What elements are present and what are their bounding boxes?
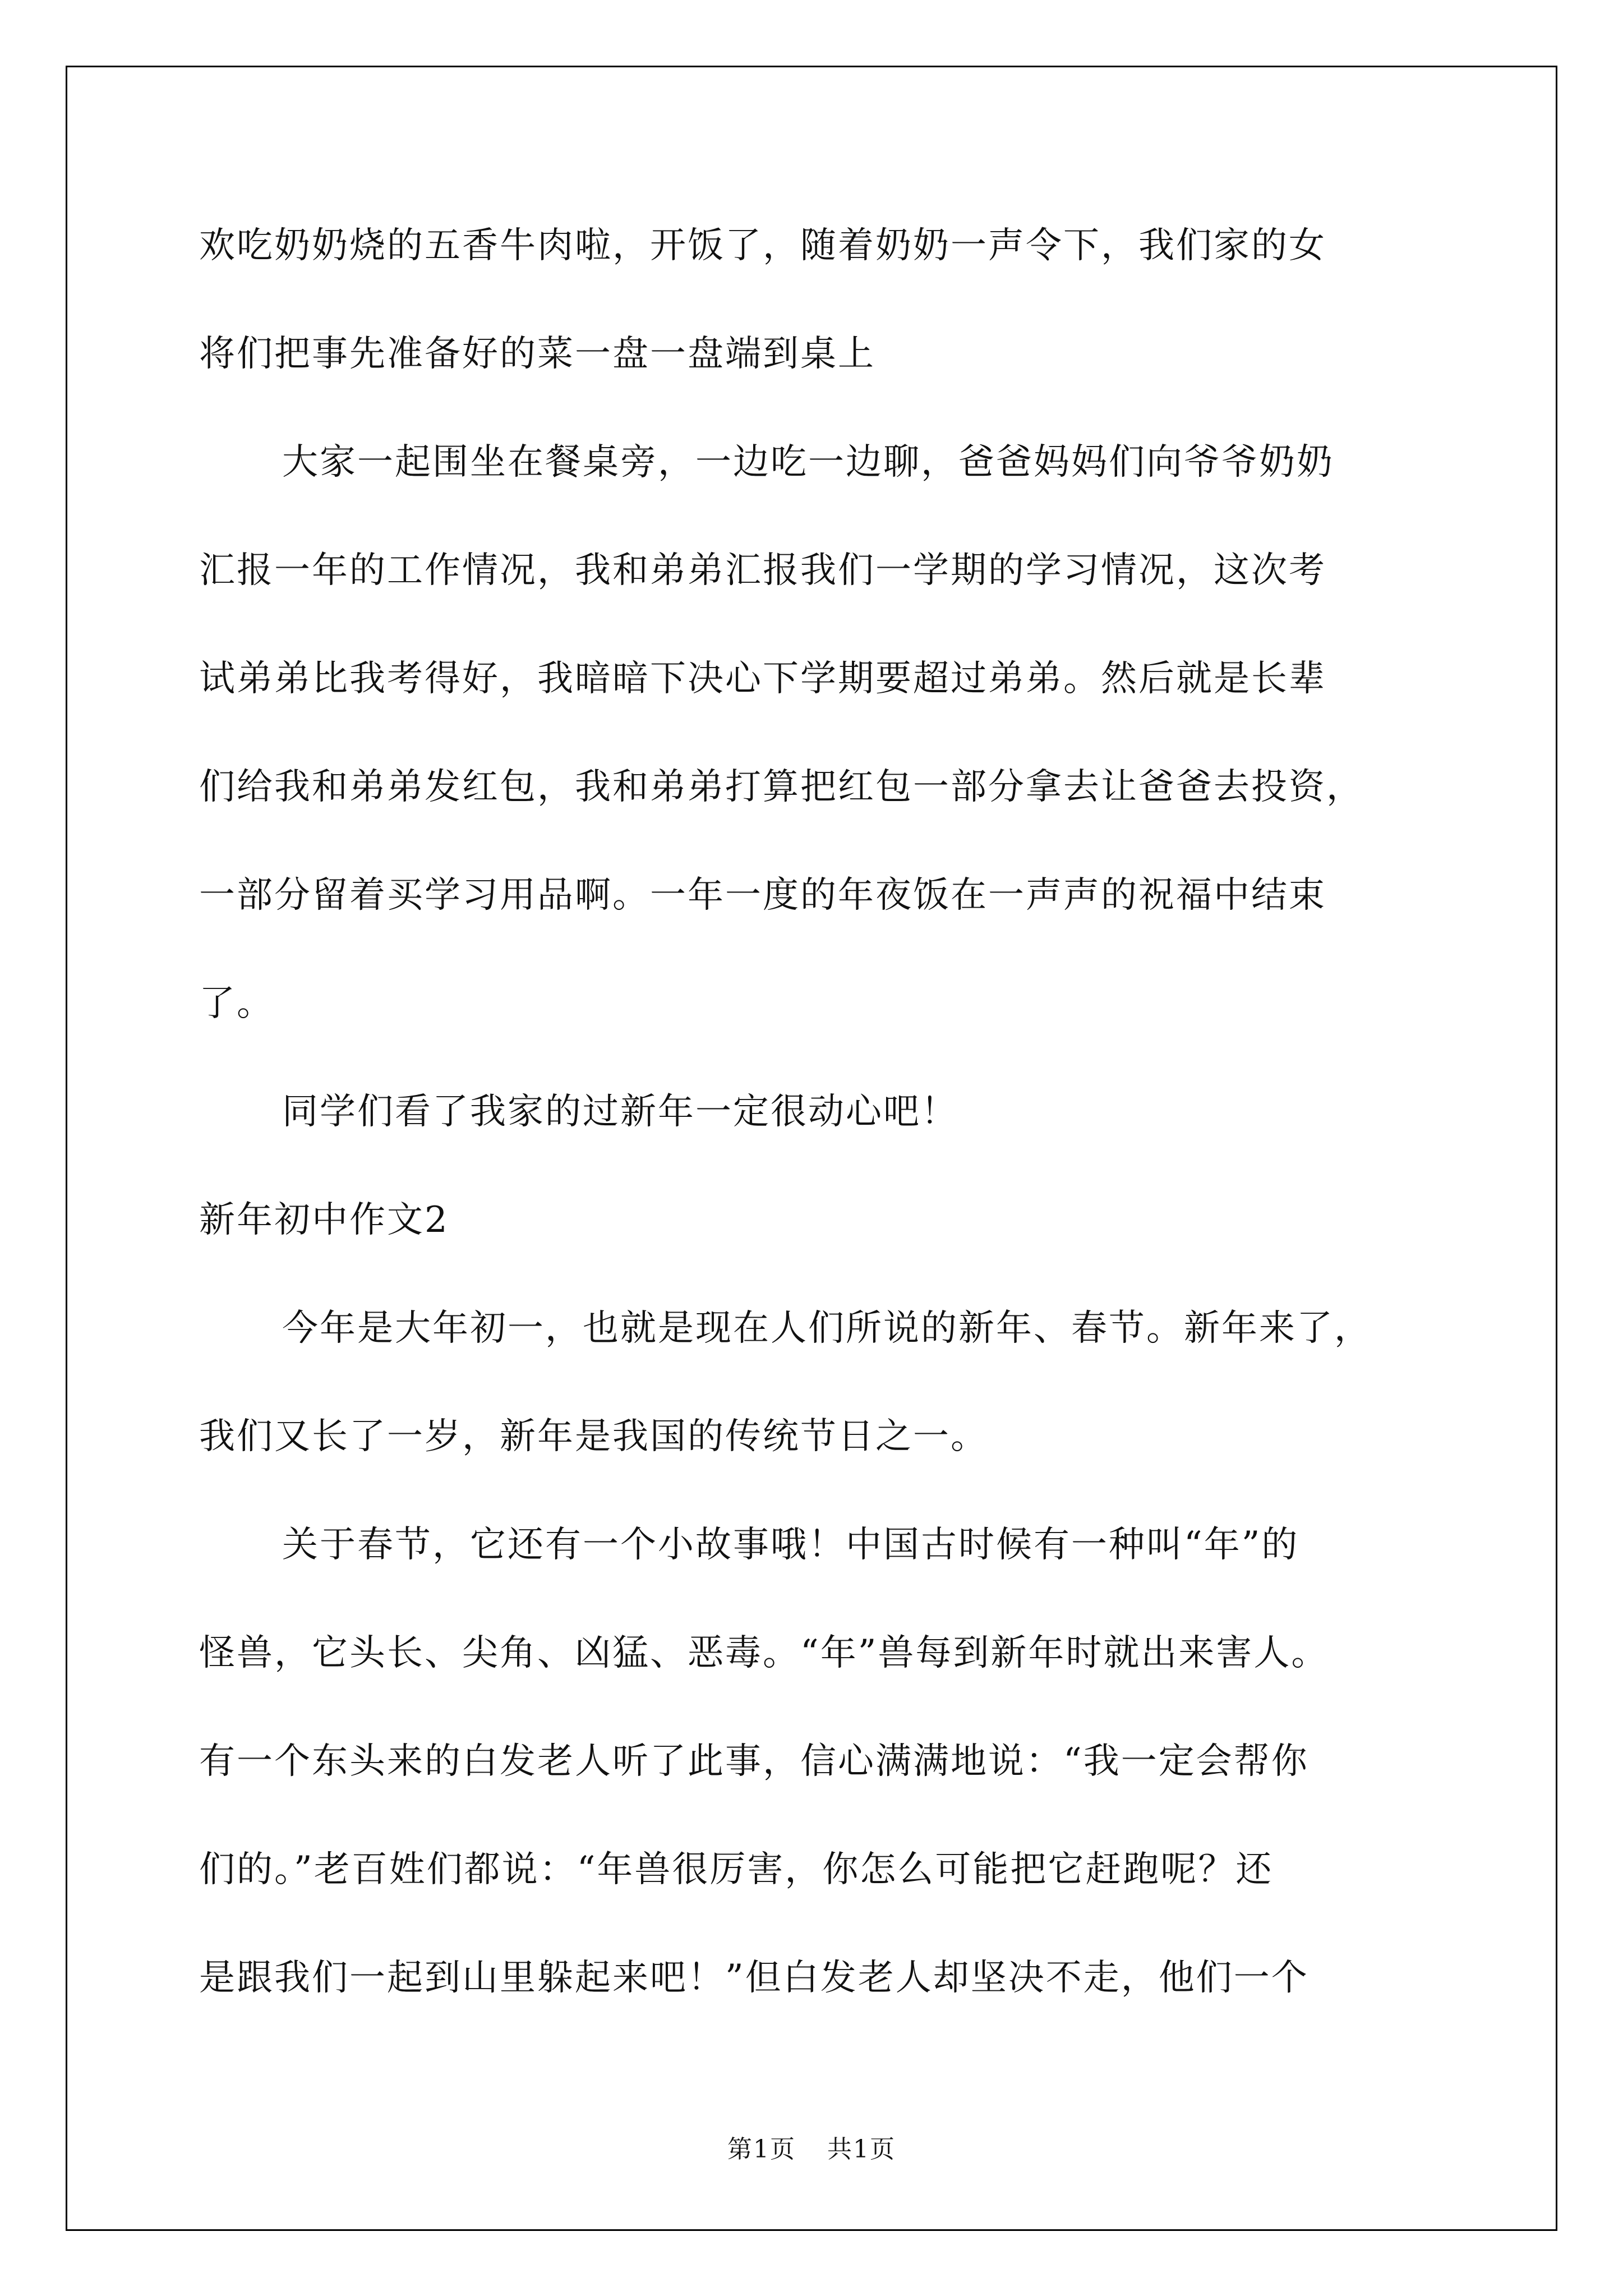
text-line: 同学们看了我家的过新年一定很动心吧！ xyxy=(282,1091,958,1133)
page-footer xyxy=(0,2129,1623,2165)
text-line: 们的。”老百姓们都说：“年兽很厉害，你怎么可能把它赶跑呢？还 xyxy=(199,1849,1274,1890)
paragraph-5 xyxy=(199,1521,1433,2003)
paragraph-2 xyxy=(199,438,1433,1028)
text-line: 怪兽，它头长、尖角、凶猛、恶毒。“年”兽每到新年时就出来害人。 xyxy=(199,1632,1329,1674)
document-body xyxy=(199,222,1433,2003)
section-heading: 新年初中作文2 xyxy=(199,1199,449,1241)
text-line: 一部分留着买学习用品啊。一年一度的年夜饭在一声声的祝福中结束 xyxy=(199,875,1326,916)
text-line: 将们把事先准备好的菜一盘一盘端到桌上 xyxy=(199,333,875,375)
text-line: 试弟弟比我考得好，我暗暗下决心下学期要超过弟弟。然后就是长辈 xyxy=(199,658,1326,700)
text-line: 大家一起围坐在餐桌旁，一边吃一边聊，爸爸妈妈们向爷爷奶奶 xyxy=(282,441,1334,483)
page-number-total: 共1页 xyxy=(827,2135,896,2164)
page-number-current: 第1页 xyxy=(727,2135,796,2164)
paragraph-1 xyxy=(199,222,1433,379)
text-line: 有一个东头来的白发老人听了此事，信心满满地说：“我一定会帮你 xyxy=(199,1741,1309,1782)
text-line: 关于春节，它还有一个小故事哦！中国古时候有一种叫“年”的 xyxy=(282,1524,1299,1566)
text-line: 了。 xyxy=(199,983,274,1024)
text-line: 今年是大年初一，也就是现在人们所说的新年、春节。新年来了， xyxy=(282,1308,1372,1349)
paragraph-3 xyxy=(199,1088,1433,1137)
text-line: 们给我和弟弟发红包，我和弟弟打算把红包一部分拿去让爸爸去投资， xyxy=(199,766,1364,808)
text-line: 汇报一年的工作情况，我和弟弟汇报我们一学期的学习情况，这次考 xyxy=(199,550,1326,591)
paragraph-4 xyxy=(199,1304,1433,1461)
text-line: 我们又长了一岁，新年是我国的传统节日之一。 xyxy=(199,1416,988,1457)
text-line: 欢吃奶奶烧的五香牛肉啦，开饭了，随着奶奶一声令下，我们家的女 xyxy=(199,225,1326,266)
text-line: 是跟我们一起到山里躲起来吧！”但白发老人却坚决不走，他们一个 xyxy=(199,1957,1309,1999)
